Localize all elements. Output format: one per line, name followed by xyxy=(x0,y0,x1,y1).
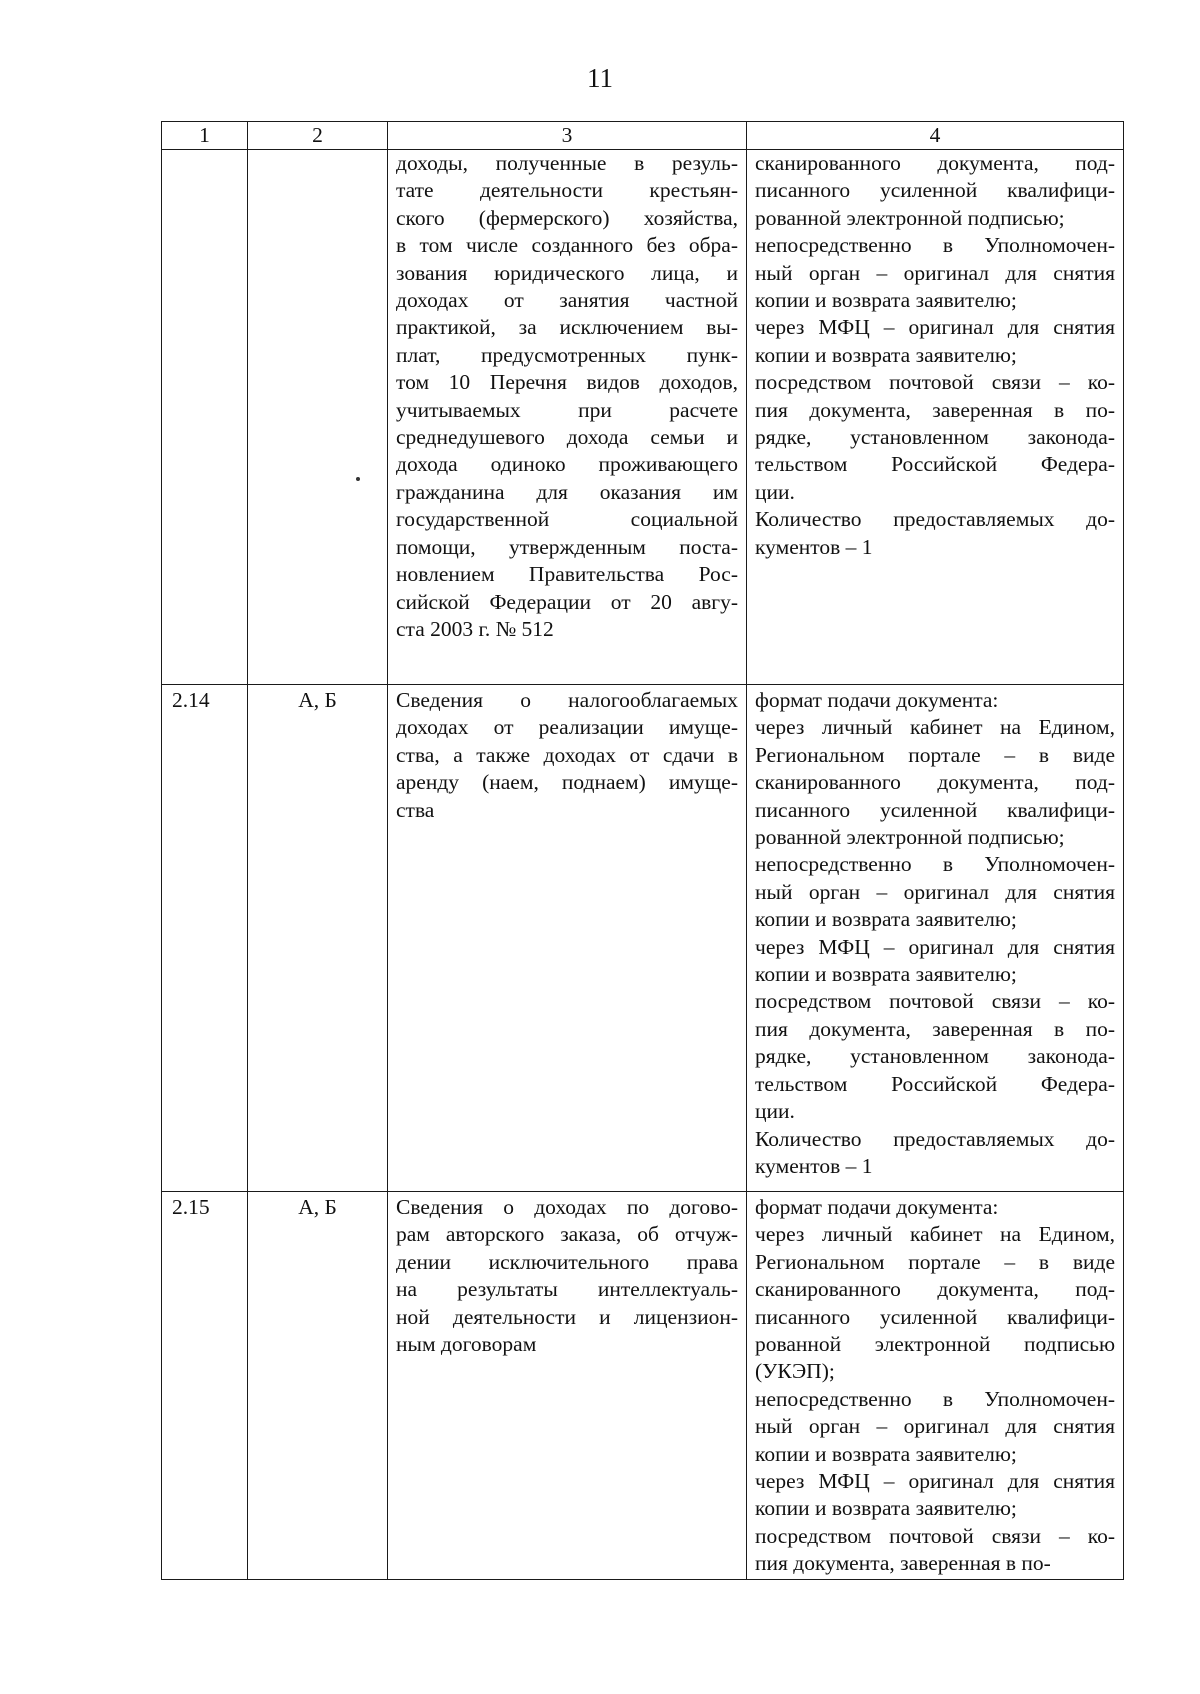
row-category: А, Б xyxy=(248,1192,388,1580)
text-line: тельством Российской Федера- xyxy=(755,452,1115,477)
text-line: (УКЭП); xyxy=(755,1359,835,1384)
text-line: рам авторского заказа, об отчуж- xyxy=(396,1222,738,1247)
text-line: копии и возврата заявителю; xyxy=(755,962,1017,987)
text-line: копии и возврата заявителю; xyxy=(755,907,1017,932)
text-line: через личный кабинет на Едином, xyxy=(755,1222,1115,1247)
column-header-3: 3 xyxy=(388,122,747,150)
text-line: помощи, утвержденным поста- xyxy=(396,534,738,559)
text-line: в том числе созданного без обра- xyxy=(396,233,738,258)
text-line: Региональном портале – в виде xyxy=(755,1249,1115,1274)
text-line: формат подачи документа: xyxy=(755,1195,999,1219)
text-line: непосредственно в Уполномочен- xyxy=(755,1386,1115,1411)
text-line: через МФЦ – оригинал для снятия xyxy=(755,934,1115,959)
text-line: плат, предусмотренных пунк- xyxy=(396,342,738,367)
row-description xyxy=(388,685,747,1192)
text-line: ным договорам xyxy=(396,1332,537,1357)
text-line: пия документа, заверенная в по- xyxy=(755,1016,1115,1041)
text-line: Сведения о доходах по догово- xyxy=(396,1195,738,1219)
text-line: доходы, полученные в резуль- xyxy=(396,151,738,175)
text-line: практикой, за исключением вы- xyxy=(396,315,738,340)
text-line: непосредственно в Уполномочен- xyxy=(755,233,1115,258)
text-line: ского (фермерского) хозяйства, xyxy=(396,205,738,230)
text-line: копии и возврата заявителю; xyxy=(755,342,1017,367)
column-header-1: 1 xyxy=(162,122,248,150)
row-description xyxy=(388,150,747,685)
column-header-2: 2 xyxy=(248,122,388,150)
text-line: посредством почтовой связи – ко- xyxy=(755,1523,1115,1548)
scan-speck xyxy=(356,477,360,481)
text-line: доходах от реализации имуще- xyxy=(396,715,738,740)
text-line: посредством почтовой связи – ко- xyxy=(755,989,1115,1014)
text-line: среднедушевого дохода семьи и xyxy=(396,425,738,450)
text-line: ства, а также доходах от сдачи в xyxy=(396,742,738,767)
text-line: через МФЦ – оригинал для снятия xyxy=(755,1469,1115,1494)
text-line: ста 2003 г. № 512 xyxy=(396,616,554,641)
text-line: через личный кабинет на Едином, xyxy=(755,715,1115,740)
row-category: А, Б xyxy=(248,685,388,1192)
text-line: тате деятельности крестьян- xyxy=(396,178,738,203)
text-line: дохода одиноко проживающего xyxy=(396,452,738,477)
text-line: пия документа, заверенная в по- xyxy=(755,1551,1051,1576)
row-submission-format xyxy=(747,1192,1124,1580)
text-line: формат подачи документа: xyxy=(755,688,999,712)
text-line: непосредственно в Уполномочен- xyxy=(755,852,1115,877)
row-submission-format xyxy=(747,150,1124,685)
row-category xyxy=(248,150,388,685)
text-line: Количество предоставляемых до- xyxy=(755,1126,1115,1151)
text-line: копии и возврата заявителю; xyxy=(755,1496,1017,1521)
text-line: рядке, установленном законода- xyxy=(755,425,1115,450)
text-line: писанного усиленной квалифици- xyxy=(755,797,1115,822)
text-line: ной деятельности и лицензион- xyxy=(396,1304,738,1329)
text-line: ный орган – оригинал для снятия xyxy=(755,260,1115,285)
text-line: писанного усиленной квалифици- xyxy=(755,1304,1115,1329)
text-line: ства xyxy=(396,797,435,822)
text-line: пия документа, заверенная в по- xyxy=(755,397,1115,422)
text-line: дении исключительного права xyxy=(396,1249,738,1274)
text-line: посредством почтовой связи – ко- xyxy=(755,370,1115,395)
column-header-4: 4 xyxy=(747,122,1124,150)
text-line: через МФЦ – оригинал для снятия xyxy=(755,315,1115,340)
text-line: тельством Российской Федера- xyxy=(755,1071,1115,1096)
text-line: ный орган – оригинал для снятия xyxy=(755,1414,1115,1439)
text-line: государственной социальной xyxy=(396,507,738,532)
table-row xyxy=(162,685,1124,1192)
text-line: сканированного документа, под- xyxy=(755,1277,1115,1302)
text-line: на результаты интеллектуаль- xyxy=(396,1277,738,1302)
row-submission-format xyxy=(747,685,1124,1192)
page-number: 11 xyxy=(587,63,613,93)
documents-table xyxy=(161,121,1124,1580)
text-line: сканированного документа, под- xyxy=(755,151,1115,175)
row-number xyxy=(162,150,248,685)
text-line: Региональном портале – в виде xyxy=(755,742,1115,767)
text-line: кументов – 1 xyxy=(755,534,873,559)
text-line: сийской Федерации от 20 авгу- xyxy=(396,589,738,614)
text-line: зования юридического лица, и xyxy=(396,260,738,285)
text-line: ции. xyxy=(755,479,795,504)
text-line: сканированного документа, под- xyxy=(755,770,1115,795)
text-line: учитываемых при расчете xyxy=(396,397,738,422)
row-number: 2.14 xyxy=(162,685,248,1192)
text-line: копии и возврата заявителю; xyxy=(755,288,1017,313)
row-description xyxy=(388,1192,747,1580)
text-line: гражданина для оказания им xyxy=(396,479,738,504)
text-line: писанного усиленной квалифици- xyxy=(755,178,1115,203)
text-line: Сведения о налогооблагаемых xyxy=(396,688,738,712)
text-line: копии и возврата заявителю; xyxy=(755,1441,1017,1466)
row-number: 2.15 xyxy=(162,1192,248,1580)
text-line: кументов – 1 xyxy=(755,1153,873,1178)
text-line: аренду (наем, поднаем) имуще- xyxy=(396,770,738,795)
text-line: ции. xyxy=(755,1099,795,1124)
text-line: рованной электронной подписью xyxy=(755,1332,1115,1357)
text-line: том 10 Перечня видов доходов, xyxy=(396,370,738,395)
text-line: доходах от занятия частной xyxy=(396,288,738,313)
text-line: рованной электронной подписью; xyxy=(755,825,1065,850)
text-line: Количество предоставляемых до- xyxy=(755,507,1115,532)
table-row xyxy=(162,150,1124,685)
text-line: рядке, установленном законода- xyxy=(755,1044,1115,1069)
table-header-row xyxy=(162,122,1124,150)
text-line: ный орган – оригинал для снятия xyxy=(755,879,1115,904)
text-line: новлением Правительства Рос- xyxy=(396,562,738,587)
table-row xyxy=(162,1192,1124,1580)
text-line: рованной электронной подписью; xyxy=(755,205,1065,230)
